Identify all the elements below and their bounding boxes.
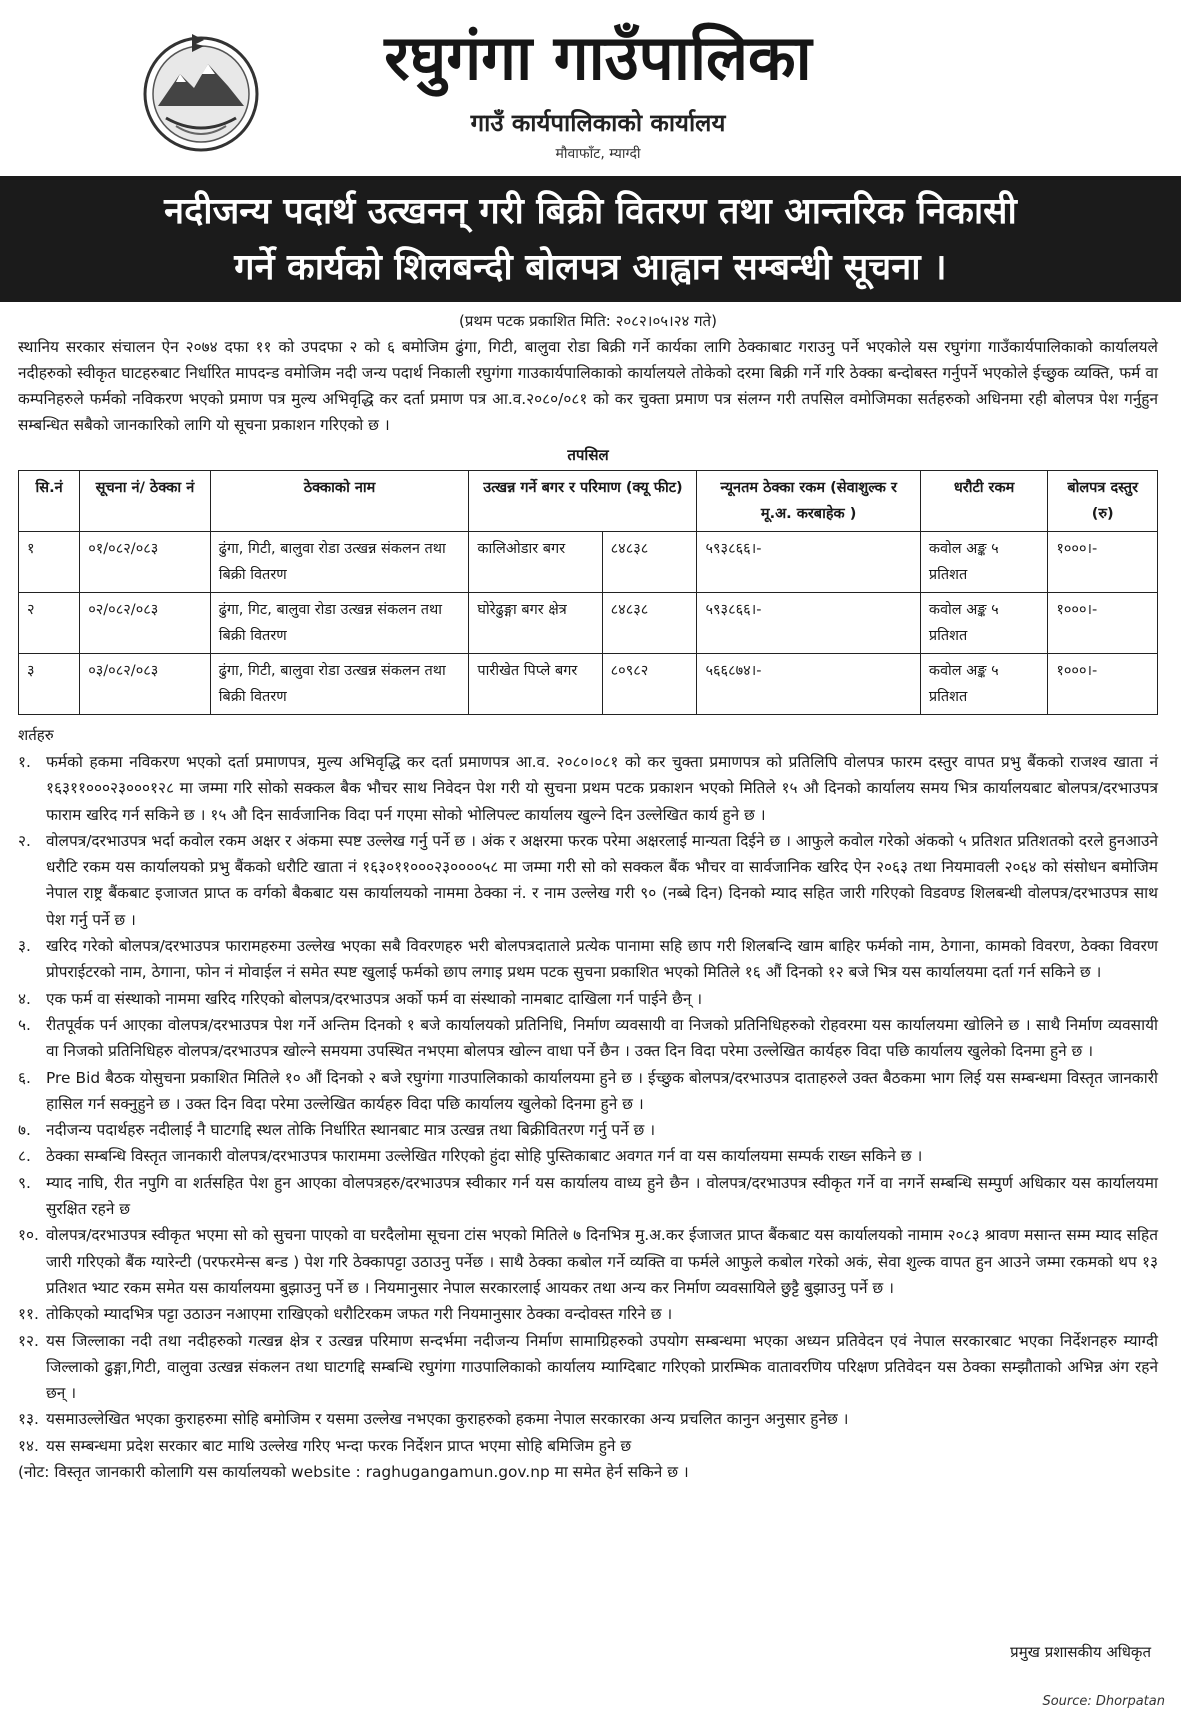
condition-item bbox=[18, 1301, 1158, 1327]
cell-contract-name: ढुंगा, गिट, बालुवा रोडा उत्खन्न संकलन तथा बिक्री वितरण bbox=[210, 593, 469, 654]
condition-item bbox=[18, 1012, 1158, 1065]
cell-deposit: कवोल अङ्क ५ प्रतिशत bbox=[920, 532, 1048, 593]
condition-text: यस जिल्लाका नदी तथा नदीहरुको गत्खन्न क्षेत्र र उत्खन्न परिमाण सन्दर्भमा नदीजन्य निर्माण सामाग्रिहरुको उपयोग सम्बन्धमा भएका अध्यन प्रतिवेदन एवं नेपाल सरकारबाट भएका निर्देशनहरु म्याग्दी जिल्लाको ढुङ्गा,गिटी, वालुवा उत्खन्न संकलन तथा घाटगद्दि सम्बन्धि रघुगंगा गाउपालिकाको कार्यालय म्याग्दिबाट गरिएको प्रारम्भिक वातावरणिय परिक्षण प्रतिवेदन यस ठेक्का सम्झौताको अभिन्न अंग रहने छन् । bbox=[46, 1331, 1158, 1403]
banner-line-1: नदीजन्य पदार्थ उत्खनन् गरी बिक्री वितरण तथा आन्तरिक निकासी bbox=[164, 191, 1017, 232]
condition-item bbox=[18, 986, 1158, 1012]
condition-number: ९. bbox=[18, 1173, 31, 1192]
condition-number: ६. bbox=[18, 1068, 31, 1087]
condition-number: ३. bbox=[18, 937, 31, 956]
condition-text: नदीजन्य पदार्थहरु नदीलाई नै घाटगद्दि स्थल तोकि निर्धारित स्थानबाट मात्र उत्खन्न तथा बिक्रीवितरण गर्नु पर्ने छ । bbox=[46, 1121, 656, 1140]
cell-min-amount: ५९३८६६।- bbox=[697, 532, 920, 593]
condition-number: ५. bbox=[18, 1015, 31, 1034]
condition-number: १३. bbox=[18, 1410, 39, 1429]
condition-text: वोलपत्र/दरभाउपत्र स्वीकृत भएमा सो को सुचना पाएको वा घरदैलोमा सूचना टांस भएको मितिले ७ दिनभित्र मु.अ.कर ईजाजत प्राप्त बैंकबाट यस कार्यालयको नामाम २०८३ श्रावण मसान्त सम्म म्याद सहित जारी गरिएको बैंक ग्यारेन्टी (परफरमेन्स बन्ड ) पेश गरि ठेक्कापट्टा उठाउनु पर्नेछ । साथै ठेक्का कबोल गर्ने व्यक्ति वा फर्मले आफुले कबोल गरेको अकं, सेवा शुल्क वापत हुन आउने जम्मा रकमको थप १३ प्रतिशत भ्याट रकम समेत यस कार्यालयमा बुझाउनु पर्ने छ । नियमानुसार नेपाल सरकारलाई आयकर तथा अन्य कर निर्माण व्यवसायिले छुट्टै बुझाउनु पर्ने छ । bbox=[46, 1226, 1158, 1297]
condition-text: एक फर्म वा संस्थाको नाममा खरिद गरिएको बोलपत्र/दरभाउपत्र अर्को फर्म वा संस्थाको नामबाट दाखिला गर्न पाईने छैन् । bbox=[46, 989, 703, 1008]
table-caption: तपसिल bbox=[567, 446, 609, 464]
cell-contract-name: ढुंगा, गिटी, बालुवा रोडा उत्खन्न संकलन तथा बिक्री वितरण bbox=[210, 654, 469, 715]
condition-item bbox=[18, 1222, 1158, 1301]
condition-item bbox=[18, 1328, 1158, 1407]
condition-text: Pre Bid बैठक योसुचना प्रकाशित मितिले १० औं दिनको २ बजे रघुगंगा गाउपालिकाको कार्यालयमा हुने छ । ईच्छुक बोलपत्र/दरभाउपत्र दाताहरुले उक्त बैठकमा भाग लिई यस सम्बन्धमा विस्तृत जानकारी हासिल गर्न सक्नुहुने छ । उक्त दिन विदा परेमा उल्लेखित कार्यहरु विदा पछि कार्यालय खुलेको दिनमा हुने छ । bbox=[46, 1068, 1158, 1113]
cell-place: कालिओडार बगर bbox=[469, 532, 602, 593]
header-notice-no: सूचना नं/ ठेक्का नं bbox=[80, 471, 210, 532]
condition-text: फर्मको हकमा नविकरण भएको दर्ता प्रमाणपत्र, मुल्य अभिवृद्धि कर दर्ता प्रमाणपत्र आ.व. २०८०।०८१ को कर चुक्ता प्रमाणपत्र को प्रतिलिपि वोलपत्र फारम दस्तुर वापत प्रभु बैंकको राजश्व खाता नं १६३११०००२३०००१२८ मा जम्मा गरि सोको सक्कल बैक भौचर साथ निवेदन पेश गरी यो सुचना प्रथम पटक प्रकाशन भएको मितिले १५ औ दिनको कार्यालय समय भित्र कार्यालयबाट बोलपत्र/दरभाउपत्र फाराम खरिद गर्न सकिने छ । १५ औ दिन सार्वजानिक विदा पर्न गएमा सोको भोलिपल्ट कार्यालय खुल्ने दिन उल्लेखित कार्य हुने छ । bbox=[46, 753, 1158, 824]
table-row bbox=[19, 654, 1158, 715]
condition-text: खरिद गरेको बोलपत्र/दरभाउपत्र फारामहरुमा उल्लेख भएका सबै विवरणहरु भरी बोलपत्रदाताले प्रत्येक पानामा सहि छाप गरी शिलबन्दि खाम बाहिर फर्मको नाम, ठेगाना, कामको विवरण, ठेक्का विवरण प्रोपराईटरको नाम, ठेगाना, फोन नं मोवाईल नं समेत स्पष्ट खुलाई फर्मको छाप लगाइ प्रथम पटक सुचना प्रकाशित भएको मितिले १६ औं दिनको १२ बजे भित्र यस कार्यालयमा दर्ता गर्न सकिने छ । bbox=[46, 937, 1158, 982]
condition-text: म्याद नाघि, रीत नपुगि वा शर्तसहित पेश हुन आएका वोलपत्रहरु/दरभाउपत्र स्वीकार गर्न यस कार्यालय वाध्य हुने छैन । वोलपत्र/दरभाउपत्र स्वीकृत गर्ने वा नगर्ने सम्बन्धि सम्पुर्ण अधिकार यस कार्यालयमा सुरक्षित रहने छ bbox=[46, 1173, 1158, 1219]
header-excavation: उत्खन्न गर्ने बगर र परिमाण (क्यू फीट) bbox=[469, 471, 697, 532]
cell-min-amount: ५९३८६६।- bbox=[697, 593, 920, 654]
cell-deposit: कवोल अङ्क ५ प्रतिशत bbox=[920, 593, 1048, 654]
condition-item bbox=[18, 1170, 1158, 1223]
header-contract-name: ठेक्काको नाम bbox=[210, 471, 469, 532]
condition-text: ठेक्का सम्बन्धि विस्तृत जानकारी वोलपत्र/दरभाउपत्र फाराममा उल्लेखित गरिएको हुंदा सोहि पुस्तिकाबाट अवगत गर्न वा यस कार्यालयमा सम्पर्क राख्न सकिने छ । bbox=[46, 1147, 923, 1166]
notice-content bbox=[18, 310, 1158, 1485]
condition-text: यस सम्बन्धमा प्रदेश सरकार बाट माथि उल्लेख गरिए भन्दा फरक निर्देशन प्राप्त भएमा सोहि बमिजिम हुने छ bbox=[46, 1436, 632, 1455]
condition-number: १२. bbox=[18, 1331, 39, 1350]
website-note: (नोट: विस्तृत जानकारी कोलागि यस कार्यालयको website : raghugangamun.gov.np मा समेत हेर्न सकिने छ । bbox=[18, 1463, 689, 1482]
header-deposit: धरौटी रकम bbox=[920, 471, 1048, 532]
cell-sn: १ bbox=[19, 532, 80, 593]
condition-number: ४. bbox=[18, 989, 31, 1008]
cell-fee: १०००।- bbox=[1048, 593, 1158, 654]
condition-text: यसमाउल्लेखित भएका कुराहरुमा सोहि बमोजिम र यसमा उल्लेख नभएका कुराहरुको हकमा नेपाल सरकारका अन्य प्रचलित कानुन अनुसार हुनेछ । bbox=[46, 1410, 849, 1429]
condition-item bbox=[18, 828, 1158, 933]
cell-min-amount: ५६६८७४।- bbox=[697, 654, 920, 715]
cell-notice-no: ०२/०८२/०८३ bbox=[80, 593, 210, 654]
condition-item bbox=[18, 1433, 1158, 1459]
header-min-amount: न्यूनतम ठेक्का रकम (सेवाशुल्क र मू.अ. करबाहेक ) bbox=[697, 471, 920, 532]
header-sn: सि.नं bbox=[19, 471, 80, 532]
condition-number: १४. bbox=[18, 1436, 39, 1455]
conditions-title: शर्तहरु bbox=[18, 726, 54, 744]
org-title: रघुगंगा गाउँपालिका bbox=[384, 21, 812, 94]
cell-sn: ३ bbox=[19, 654, 80, 715]
cell-sn: २ bbox=[19, 593, 80, 654]
conditions-list bbox=[18, 749, 1158, 1459]
source-credit: Source: Dhorpatan bbox=[1042, 1694, 1165, 1709]
cell-deposit: कवोल अङ्क ५ प्रतिशत bbox=[920, 654, 1048, 715]
office-title: गाउँ कार्यपालिकाको कार्यालय bbox=[470, 109, 726, 137]
tender-table bbox=[18, 470, 1158, 715]
banner-line-2: गर्ने कार्यको शिलबन्दी बोलपत्र आह्वान सम्बन्धी सूचना । bbox=[234, 247, 947, 288]
cell-quantity: ८४८३८ bbox=[602, 532, 697, 593]
office-location: मौवाफाँट, म्याग्दी bbox=[555, 146, 641, 162]
condition-text: रीतपूर्वक पर्न आएका वोलपत्र/दरभाउपत्र पेश गर्ने अन्तिम दिनको १ बजे कार्यालयको प्रतिनिधि, निर्माण व्यवसायी वा निजको प्रतिनिधिहरुको रोहवरमा यस कार्यालयमा खोलिने छ । साथै निर्माण व्यवसायी वा निजको प्रतिनिधिहरु वोलपत्र/दरभाउपत्र खोल्ने समयमा उपस्थित नभएमा बोलपत्र खोल्न वाधा पर्ने छैन । उक्त दिन विदा परेमा उल्लेखित कार्यहरु विदा पछि कार्यालय खुलेको दिनमा हुने छ । bbox=[46, 1015, 1158, 1061]
cell-notice-no: ०३/०८२/०८३ bbox=[80, 654, 210, 715]
condition-item bbox=[18, 1117, 1158, 1143]
condition-item bbox=[18, 933, 1158, 986]
cell-place: पारीखेत पिप्ले बगर bbox=[469, 654, 602, 715]
cell-contract-name: ढुंगा, गिटी, बालुवा रोडा उत्खन्न संकलन तथा बिक्री वितरण bbox=[210, 532, 469, 593]
condition-item bbox=[18, 1065, 1158, 1118]
condition-number: ११. bbox=[18, 1305, 39, 1324]
header bbox=[18, 0, 1163, 172]
signature-title: प्रमुख प्रशासकीय अधिकृत bbox=[1010, 1643, 1151, 1661]
cell-quantity: ८४८३८ bbox=[602, 593, 697, 654]
cell-fee: १०००।- bbox=[1048, 532, 1158, 593]
table-row bbox=[19, 532, 1158, 593]
cell-fee: १०००।- bbox=[1048, 654, 1158, 715]
published-date: (प्रथम पटक प्रकाशित मिति: २०८२।०५।२४ गते) bbox=[459, 312, 717, 330]
table-row bbox=[19, 593, 1158, 654]
condition-text: वोलपत्र/दरभाउपत्र भर्दा कवोल रकम अक्षर र अंकमा स्पष्ट उल्लेख गर्नु पर्ने छ । अंक र अक्षरमा फरक परेमा अक्षरलाई मान्यता दिईने छ । आफुले कवोल गरेको अंकको ५ प्रतिशत प्रतिशतको दरले हुनआउने धरौटि रकम यस कार्यालयको प्रभु बैंकको धरौटि खाता नं १६३०११०००२३००००५८ मा जम्मा गरी सो को सक्कल बैंक भौचर वा सार्वजानिक खरिद ऐन २०६३ तथा नियमावली २०६४ को संसोधन बमोजिम नेपाल राष्ट्र बैंकबाट इजाजत प्राप्त क वर्गको बैकबाट यस कार्यालयको नाममा ठेक्का नं. र नाम उल्लेख गरी ९० (नब्बे दिन) दिनको म्याद सहित जारी गरिएको विडवण्ड शिलबन्धी वोलपत्र/दरभाउपत्र साथ पेश गर्नु पर्ने छ । bbox=[46, 831, 1158, 929]
cell-place: घोरेढुङ्गा बगर क्षेत्र bbox=[469, 593, 602, 654]
cell-quantity: ८०९८२ bbox=[602, 654, 697, 715]
condition-item bbox=[18, 1406, 1158, 1432]
notice-banner bbox=[0, 176, 1181, 302]
cell-notice-no: ०१/०८२/०८३ bbox=[80, 532, 210, 593]
condition-item bbox=[18, 749, 1158, 828]
condition-number: ८. bbox=[18, 1147, 31, 1166]
condition-number: १०. bbox=[18, 1226, 39, 1245]
header-fee: बोलपत्र दस्तुर (रु) bbox=[1048, 471, 1158, 532]
table-header-row bbox=[19, 471, 1158, 532]
condition-number: ७. bbox=[18, 1121, 31, 1140]
government-emblem-icon bbox=[136, 26, 266, 156]
condition-item bbox=[18, 1143, 1158, 1169]
intro-paragraph: स्थानिय सरकार संचालन ऐन २०७४ दफा ११ को उपदफा २ को ६ बमोजिम ढुंगा, गिटी, बालुवा रोडा बिक्री गर्ने कार्यका लागि ठेक्काबाट गराउनु पर्ने भएकोले यस रघुगंगा गाउँकार्यपालिकाको कार्यालयले नदीहरुको स्वीकृत घाटहरुबाट निर्धारित मापदन्ड वमोजिम नदी जन्य पदार्थ निकाली रघुगंगा गाउकार्यपालिकाको कार्यालयले तोकेको दरमा बिक्री गर्ने गरि ठेक्का बन्दोबस्त गर्नुपर्ने भएकोले ईच्छुक व्यक्ति, फर्म वा कम्पनिहरुले फर्मको नविकरण भएको प्रमाण पत्र मुल्य अभिवृद्धि कर दर्ता प्रमाण पत्र आ.व.२०८०/०८१ को कर चुक्ता प्रमाण पत्र संलग्न गरी तपसिल वमोजिमका सर्तहरुको अधिनमा रही बोलपत्र पेश गर्नुहुन सम्बन्धित सबैको जानकारिको लागि यो सूचना प्रकाशन गरिएको छ । bbox=[18, 338, 1158, 434]
condition-number: १. bbox=[18, 753, 31, 771]
condition-number: २. bbox=[18, 831, 31, 850]
condition-text: तोकिएको म्यादभित्र पट्टा उठाउन नआएमा राखिएको धरौटिरकम जफत गरी नियमानुसार ठेक्का वन्दोवस्त गरिने छ । bbox=[46, 1305, 673, 1324]
